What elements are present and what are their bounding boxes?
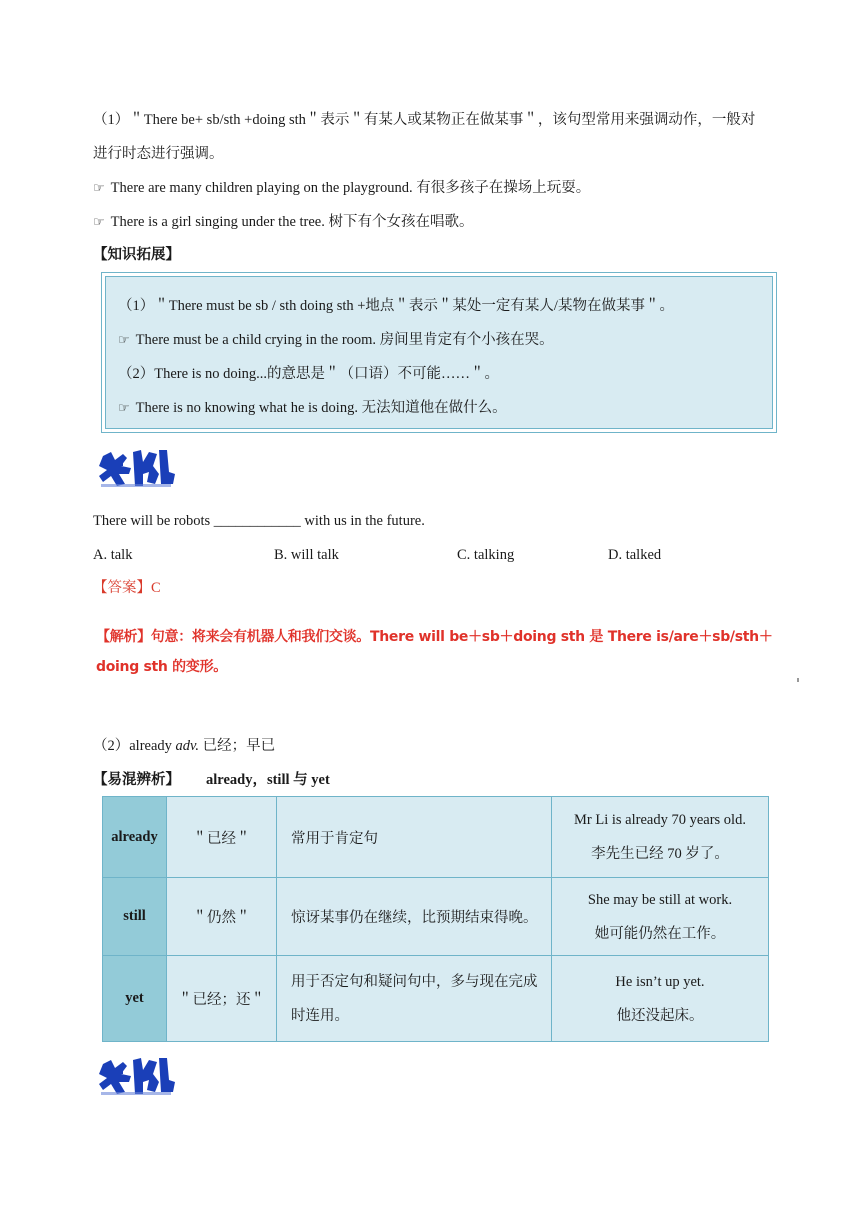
section2-title-meaning: 已经；早已 bbox=[199, 738, 276, 754]
knowledge-line-2-text: There must be a child crying in the room. 房间里肯定有个小孩在哭。 bbox=[135, 332, 554, 348]
rule-line-1: （1）＂There be+ sb/sth +doing sth＂表示＂有某人或某物正在做某事＂，该句型常用来强调动作，一般对 bbox=[93, 112, 756, 128]
table-word-cell: yet bbox=[103, 956, 167, 1042]
table-usage-cell: 常用于肯定句 bbox=[277, 797, 552, 878]
compare-heading: 【易混辨析】 bbox=[93, 772, 180, 788]
example-en: She may be still at work. bbox=[587, 891, 733, 908]
table-row bbox=[103, 956, 769, 1042]
example-stamp-icon bbox=[97, 1052, 177, 1098]
exercise-question: There will be robots ____________ with us in the future. bbox=[93, 513, 425, 529]
section2-title-pos: adv. bbox=[175, 738, 200, 754]
pointing-finger-icon: ☞ bbox=[118, 333, 130, 348]
usage-line: 用于否定句和疑问句中，多与现在完成 bbox=[291, 973, 538, 990]
section2-title-word: （2）already bbox=[93, 738, 176, 754]
table-word-cell: still bbox=[103, 878, 167, 956]
option-a: A. talk bbox=[93, 547, 133, 563]
analysis-text: 【解析】句意：将来会有机器人和我们交谈。There will be＋sb＋doing sth 是 There is/are＋sb/sth＋doing sth 的变形。 bbox=[96, 629, 773, 675]
pointing-finger-icon: ☞ bbox=[118, 401, 130, 416]
example-1 bbox=[93, 178, 590, 199]
table-meaning-cell: ＂已经；还＂ bbox=[167, 956, 277, 1042]
option-c: C. talking bbox=[457, 547, 515, 563]
compare-heading-line bbox=[93, 770, 330, 790]
example-en: Mr Li is already 70 years old. bbox=[574, 812, 746, 828]
example-1-text: There are many children playing on the playground. 有很多孩子在操场上玩耍。 bbox=[110, 180, 591, 196]
table-row bbox=[103, 797, 769, 878]
rule-line-2: 进行时态进行强调。 bbox=[93, 146, 224, 162]
knowledge-line-4-text: There is no knowing what he is doing. 无法知道他在做什么。 bbox=[135, 400, 507, 416]
knowledge-box-inner bbox=[105, 276, 773, 429]
table-word-cell: already bbox=[103, 797, 167, 878]
table-meaning-cell: ＂仍然＂ bbox=[167, 878, 277, 956]
knowledge-line-4 bbox=[118, 398, 507, 419]
compare-words: already，still 与 yet bbox=[206, 772, 330, 788]
knowledge-box bbox=[101, 272, 777, 433]
table-usage-cell: 惊讶某事仍在继续，比预期结束得晚。 bbox=[277, 878, 552, 956]
option-b: B. will talk bbox=[274, 547, 339, 563]
knowledge-line-3: （2）There is no doing...的意思是＂（口语）不可能……＂。 bbox=[118, 366, 500, 382]
table-meaning-cell: ＂已经＂ bbox=[167, 797, 277, 878]
pointing-finger-icon: ☞ bbox=[93, 215, 105, 230]
table-usage-cell bbox=[277, 956, 552, 1042]
example-2-text: There is a girl singing under the tree. 树下有个女孩在唱歌。 bbox=[110, 214, 474, 230]
example-2 bbox=[93, 212, 474, 233]
example-zh: 他还没起床。 bbox=[616, 1007, 704, 1024]
usage-line: 时连用。 bbox=[291, 1007, 349, 1024]
example-stamp-icon bbox=[97, 444, 177, 490]
answer-line: 【答案】C bbox=[93, 580, 161, 596]
table-row bbox=[103, 878, 769, 956]
table-example-cell bbox=[552, 878, 769, 956]
stray-mark bbox=[797, 678, 799, 682]
comparison-table bbox=[102, 796, 769, 1042]
section2-title bbox=[93, 736, 275, 756]
table-example-cell bbox=[552, 956, 769, 1042]
knowledge-line-2 bbox=[118, 330, 554, 351]
option-d: D. talked bbox=[608, 547, 662, 563]
example-en: He isn’t up yet. bbox=[615, 973, 705, 990]
pointing-finger-icon: ☞ bbox=[93, 181, 105, 196]
knowledge-line-1: （1）＂There must be sb / sth doing sth +地点＂表示＂某处一定有某人/某物在做某事＂。 bbox=[118, 298, 674, 314]
example-zh: 她可能仍然在工作。 bbox=[594, 925, 726, 942]
table-example-cell bbox=[552, 797, 769, 878]
knowledge-heading: 【知识拓展】 bbox=[93, 247, 180, 263]
example-zh: 李先生已经 70 岁了。 bbox=[591, 846, 729, 862]
